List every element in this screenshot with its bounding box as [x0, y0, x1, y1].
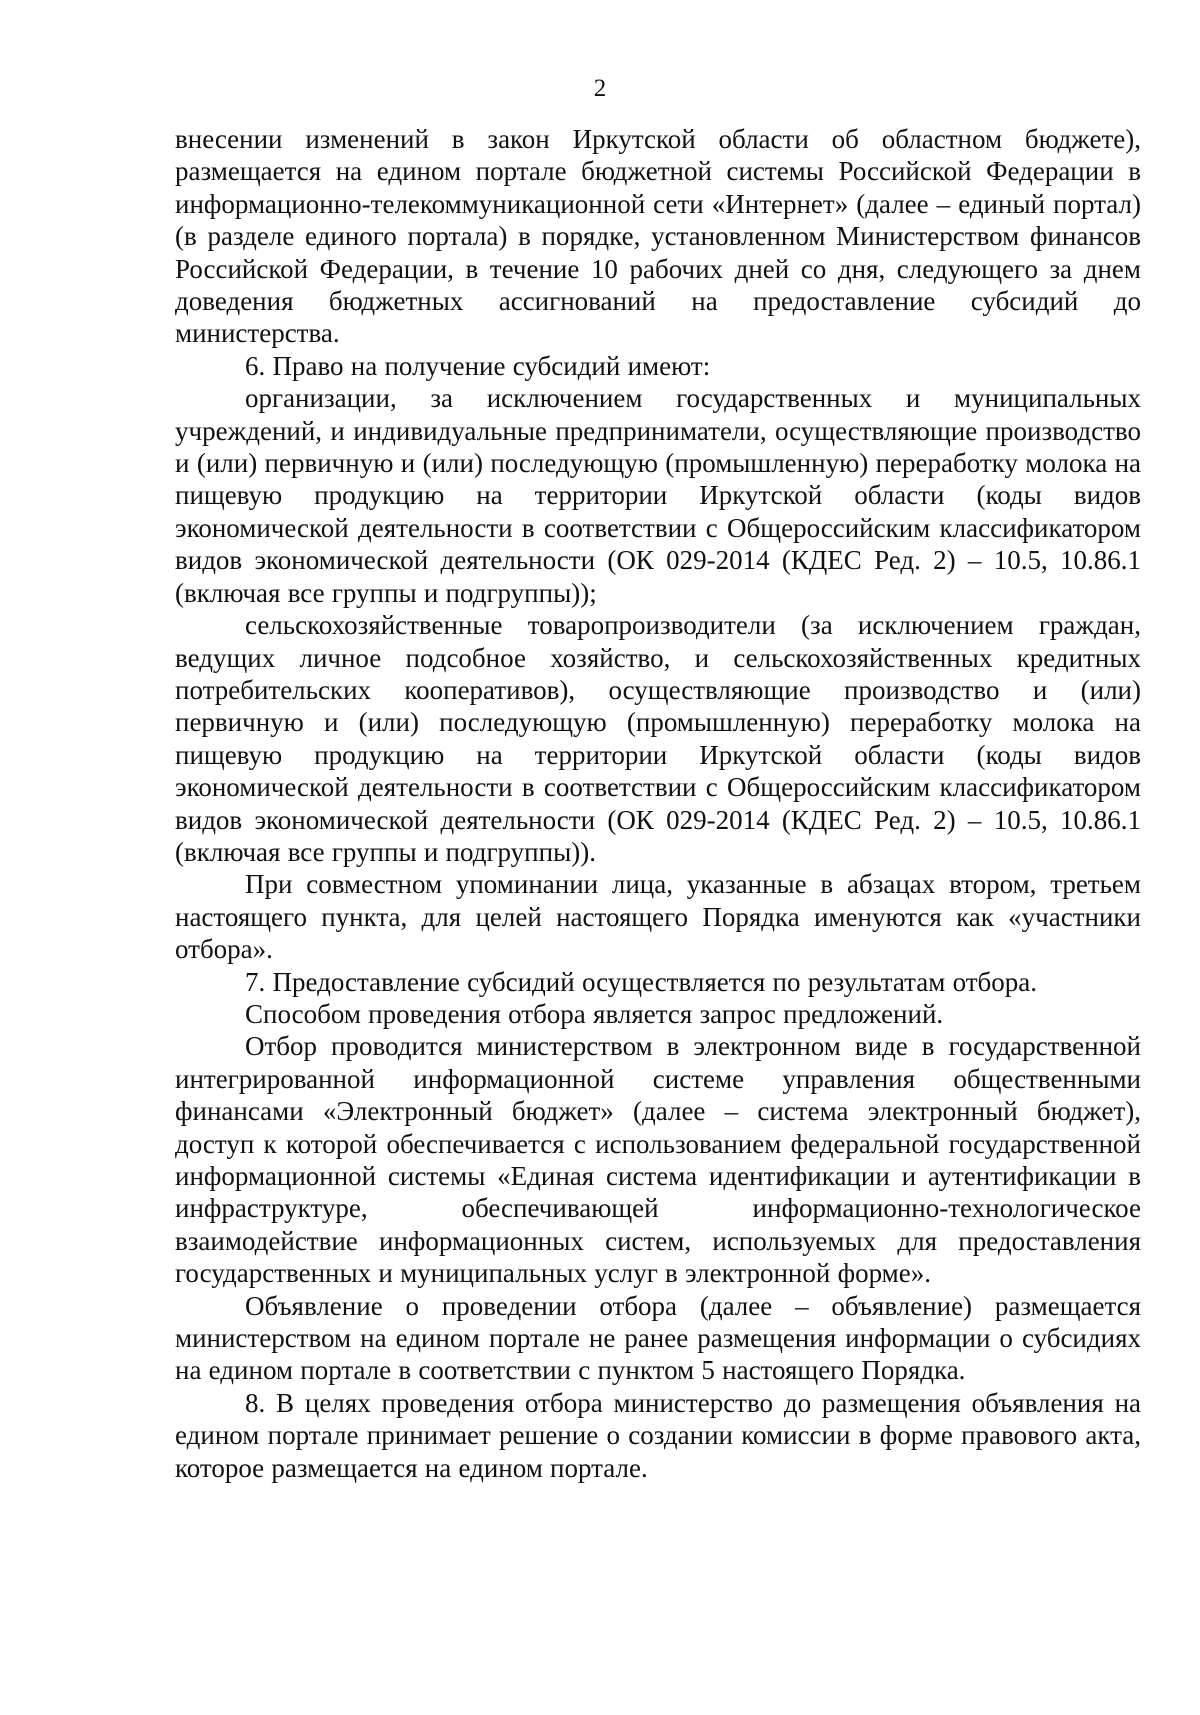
paragraph-electronic-budget: Отбор проводится министерством в электронном виде в государственной интегрированной информационной системе управления общественными финансами «Электронный бюджет» (далее – система электронный бюджет), доступ к которой обеспечивается с использованием федеральной государственной информационной системы «Единая система идентификации и аутентификации в инфраструктуре, обеспечивающей информационно-технологическое взаимодействие информационных систем, используемых для предоставления государственных и муниципальных услуг в электронной форме».: [175, 1031, 1141, 1289]
paragraph-continuation: внесении изменений в закон Иркутской области об областном бюджете), размещается на едином портале бюджетной системы Российской Федерации в информационно-телекоммуникационной сети «Интернет» (далее – единый портал) (в разделе единого портала) в порядке, установленном Министерством финансов Российской Федерации, в течение 10 рабочих дней со дня, следующего за днем доведения бюджетных ассигнований на предоставление субсидий до министерства.: [175, 124, 1141, 349]
paragraph-selection-method: Способом проведения отбора является запрос предложений.: [245, 998, 944, 1029]
paragraph-agricultural-producers: сельскохозяйственные товаропроизводители (за исключением граждан, ведущих личное подсобное хозяйство, и сельскохозяйственных кредитных потребительских кооперативов), осуществляющие производство и (или) первичную и (или) последующую (промышленную) переработку молока на пищевую продукцию на территории Иркутской области (коды видов экономической деятельности в соответствии с Общероссийским классификатором видов экономической деятельности (ОК 029-2014 (КДЕС Ред. 2) – 10.5, 10.86.1 (включая все группы и подгруппы)).: [175, 610, 1141, 867]
paragraph-item-6: 6. Право на получение субсидий имеют:: [245, 350, 711, 381]
paragraph-item-8: 8. В целях проведения отбора министерство до размещения объявления на едином портале принимает решение о создании комиссии в форме правового акта, которое размещается на едином портале.: [175, 1387, 1141, 1483]
paragraph-organizations: организации, за исключением государственных и муниципальных учреждений, и индивидуальные предприниматели, осуществляющие производство и (или) первичную и (или) последующую (промышленную) переработку молока на пищевую продукцию на территории Иркутской области (коды видов экономической деятельности в соответствии с Общероссийским классификатором видов экономической деятельности (ОК 029-2014 (КДЕС Ред. 2) – 10.5, 10.86.1 (включая все группы и подгруппы));: [175, 383, 1141, 608]
paragraph-item-7: 7. Предоставление субсидий осуществляется по результатам отбора.: [245, 966, 1037, 997]
document-body: [175, 123, 1141, 1484]
page-number: 2: [593, 75, 607, 102]
paragraph-participants-definition: При совместном упоминании лица, указанные в абзацах втором, третьем настоящего пункта, для целей настоящего Порядка именуются как «участники отбора».: [175, 869, 1141, 965]
paragraph-announcement: Объявление о проведении отбора (далее – объявление) размещается министерством на едином портале не ранее размещения информации о субсидиях на едином портале в соответствии с пунктом 5 настоящего Порядка.: [175, 1290, 1141, 1386]
